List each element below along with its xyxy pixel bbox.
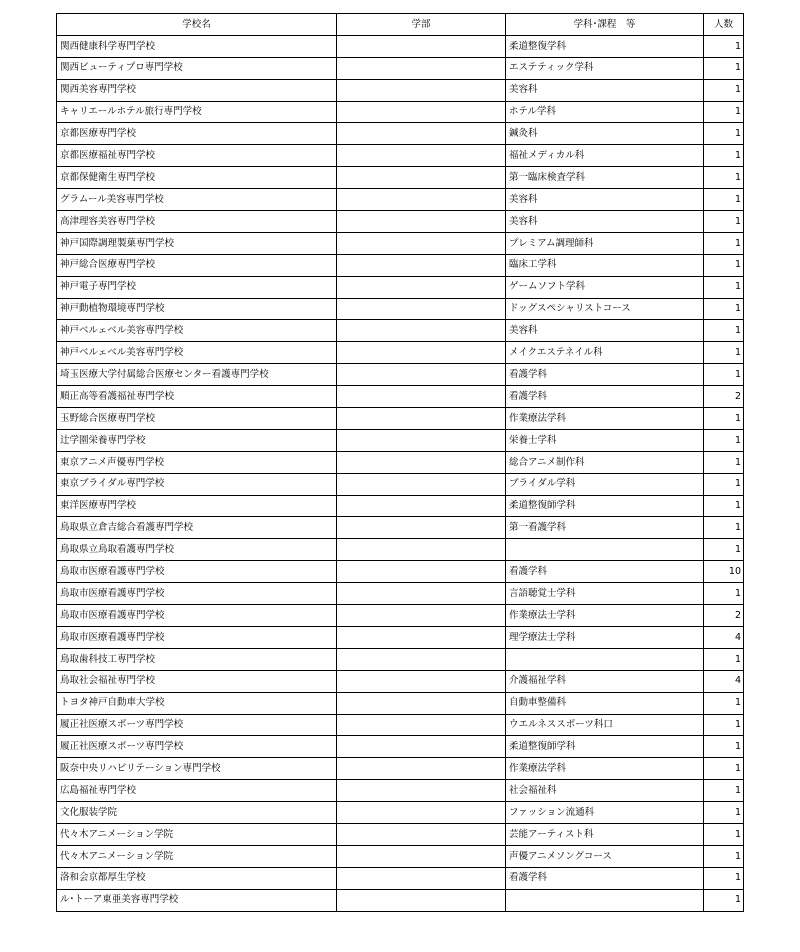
faculty-cell	[337, 780, 506, 802]
school-name-cell: 京都医療福祉専門学校	[57, 145, 337, 167]
school-name-cell: 鳥取市医療看護専門学校	[57, 561, 337, 583]
count-cell: 1	[704, 473, 744, 495]
faculty-cell	[337, 495, 506, 517]
course-cell: 芸能アーティスト科	[506, 823, 704, 845]
school-name-cell: 埼玉医療大学付属総合医療センター看護専門学校	[57, 364, 337, 386]
school-name-cell: グラムール美容専門学校	[57, 189, 337, 211]
course-cell: メイクエステネイル科	[506, 342, 704, 364]
table-row	[57, 889, 744, 911]
school-name-cell: トヨタ神戸自動車大学校	[57, 692, 337, 714]
count-cell: 1	[704, 495, 744, 517]
count-cell: 1	[704, 35, 744, 57]
count-cell: 1	[704, 823, 744, 845]
school-name-cell: 神戸国際調理製菓専門学校	[57, 232, 337, 254]
faculty-cell	[337, 539, 506, 561]
count-cell: 1	[704, 254, 744, 276]
faculty-cell	[337, 714, 506, 736]
count-cell: 1	[704, 167, 744, 189]
school-name-cell: 東京アニメ声優専門学校	[57, 451, 337, 473]
school-name-cell: 辻学園栄養専門学校	[57, 429, 337, 451]
school-name-cell: 京都保健衛生専門学校	[57, 167, 337, 189]
faculty-cell	[337, 758, 506, 780]
table-row	[57, 211, 744, 233]
course-cell: ファッション流通科	[506, 802, 704, 824]
course-cell: 第一看護学科	[506, 517, 704, 539]
faculty-cell	[337, 79, 506, 101]
count-cell: 1	[704, 429, 744, 451]
school-name-cell: 玉野総合医療専門学校	[57, 408, 337, 430]
school-name-cell: 鳥取県立鳥取看護専門学校	[57, 539, 337, 561]
count-cell: 1	[704, 298, 744, 320]
table-row	[57, 473, 744, 495]
table-row	[57, 123, 744, 145]
faculty-cell	[337, 298, 506, 320]
table-row	[57, 648, 744, 670]
table-row	[57, 342, 744, 364]
count-cell: 1	[704, 889, 744, 911]
table-row	[57, 35, 744, 57]
faculty-cell	[337, 867, 506, 889]
count-cell: 1	[704, 320, 744, 342]
course-cell: ウエルネススポーツ科口	[506, 714, 704, 736]
count-cell: 1	[704, 123, 744, 145]
course-cell: 看護学科	[506, 561, 704, 583]
table-row	[57, 232, 744, 254]
table-row	[57, 583, 744, 605]
count-cell: 1	[704, 408, 744, 430]
table-row	[57, 495, 744, 517]
course-cell: 看護学科	[506, 364, 704, 386]
table-row	[57, 254, 744, 276]
count-cell: 1	[704, 539, 744, 561]
school-name-cell: 関西ビューティプロ専門学校	[57, 57, 337, 79]
school-name-cell: 代々木アニメーション学院	[57, 845, 337, 867]
table-row	[57, 845, 744, 867]
header-school: 学校名	[57, 14, 337, 36]
school-name-cell: 神戸電子専門学校	[57, 276, 337, 298]
faculty-cell	[337, 517, 506, 539]
count-cell: 1	[704, 802, 744, 824]
course-cell: 介護福祉学科	[506, 670, 704, 692]
course-cell: ホテル学科	[506, 101, 704, 123]
course-cell: 作業療法学科	[506, 758, 704, 780]
faculty-cell	[337, 232, 506, 254]
school-name-cell: 高津理容美容専門学校	[57, 211, 337, 233]
faculty-cell	[337, 561, 506, 583]
count-cell: 1	[704, 867, 744, 889]
table-row	[57, 802, 744, 824]
table-row	[57, 320, 744, 342]
table-row	[57, 605, 744, 627]
school-name-cell: 神戸総合医療専門学校	[57, 254, 337, 276]
faculty-cell	[337, 583, 506, 605]
course-cell: 看護学科	[506, 386, 704, 408]
count-cell: 1	[704, 758, 744, 780]
table-row	[57, 823, 744, 845]
table-row	[57, 167, 744, 189]
faculty-cell	[337, 189, 506, 211]
table-row	[57, 429, 744, 451]
table-row	[57, 189, 744, 211]
course-cell: ブライダル学科	[506, 473, 704, 495]
faculty-cell	[337, 211, 506, 233]
header-course: 学科･課程 等	[506, 14, 704, 36]
school-name-cell: 東洋医療専門学校	[57, 495, 337, 517]
count-cell: 2	[704, 605, 744, 627]
table-row	[57, 626, 744, 648]
school-name-cell: 鳥取歯科技工専門学校	[57, 648, 337, 670]
faculty-cell	[337, 451, 506, 473]
faculty-cell	[337, 736, 506, 758]
course-cell: 看護学科	[506, 867, 704, 889]
count-cell: 1	[704, 79, 744, 101]
count-cell: 1	[704, 780, 744, 802]
school-name-cell: 鳥取市医療看護専門学校	[57, 626, 337, 648]
school-name-cell: 履正社医療スポーツ専門学校	[57, 714, 337, 736]
faculty-cell	[337, 605, 506, 627]
course-cell: 言語聴覚士学科	[506, 583, 704, 605]
course-cell	[506, 539, 704, 561]
faculty-cell	[337, 386, 506, 408]
table-row	[57, 57, 744, 79]
course-cell	[506, 648, 704, 670]
faculty-cell	[337, 823, 506, 845]
course-cell: 柔道整復学科	[506, 35, 704, 57]
faculty-cell	[337, 429, 506, 451]
count-cell: 4	[704, 626, 744, 648]
faculty-cell	[337, 692, 506, 714]
count-cell: 1	[704, 451, 744, 473]
count-cell: 1	[704, 101, 744, 123]
table-body	[57, 35, 744, 911]
faculty-cell	[337, 889, 506, 911]
count-cell: 1	[704, 189, 744, 211]
course-cell: 声優アニメソングコース	[506, 845, 704, 867]
table-row	[57, 101, 744, 123]
school-name-cell: 履正社医療スポーツ専門学校	[57, 736, 337, 758]
count-cell: 1	[704, 714, 744, 736]
course-cell: 作業療法学科	[506, 408, 704, 430]
table-row	[57, 79, 744, 101]
course-cell: 柔道整復師学科	[506, 495, 704, 517]
count-cell: 1	[704, 692, 744, 714]
school-enrollment-table	[56, 13, 744, 912]
header-row	[57, 14, 744, 36]
table-row	[57, 145, 744, 167]
table-row	[57, 780, 744, 802]
course-cell	[506, 889, 704, 911]
school-name-cell: 鳥取市医療看護専門学校	[57, 583, 337, 605]
course-cell: 自動車整備科	[506, 692, 704, 714]
school-name-cell: 京都医療専門学校	[57, 123, 337, 145]
school-name-cell: 代々木アニメーション学院	[57, 823, 337, 845]
school-name-cell: 関西健康科学専門学校	[57, 35, 337, 57]
count-cell: 1	[704, 145, 744, 167]
course-cell: 理学療法士学科	[506, 626, 704, 648]
faculty-cell	[337, 35, 506, 57]
course-cell: 総合アニメ制作科	[506, 451, 704, 473]
count-cell: 2	[704, 386, 744, 408]
table-row	[57, 714, 744, 736]
course-cell: ゲームソフト学科	[506, 276, 704, 298]
school-name-cell: 鳥取市医療看護専門学校	[57, 605, 337, 627]
table-row	[57, 276, 744, 298]
school-name-cell: 関西美容専門学校	[57, 79, 337, 101]
faculty-cell	[337, 670, 506, 692]
course-cell: 作業療法士学科	[506, 605, 704, 627]
count-cell: 1	[704, 583, 744, 605]
school-name-cell: 神戸動植物環境専門学校	[57, 298, 337, 320]
school-name-cell: 広島福祉専門学校	[57, 780, 337, 802]
faculty-cell	[337, 254, 506, 276]
count-cell: 1	[704, 211, 744, 233]
school-name-cell: 東京ブライダル専門学校	[57, 473, 337, 495]
course-cell: 美容科	[506, 79, 704, 101]
course-cell: 社会福祉科	[506, 780, 704, 802]
count-cell: 1	[704, 342, 744, 364]
course-cell: 鍼灸科	[506, 123, 704, 145]
school-name-cell: 鳥取社会福祉専門学校	[57, 670, 337, 692]
faculty-cell	[337, 167, 506, 189]
table-row	[57, 692, 744, 714]
course-cell: ドッグスペシャリストコース	[506, 298, 704, 320]
course-cell: 美容科	[506, 189, 704, 211]
course-cell: 臨床工学科	[506, 254, 704, 276]
table-row	[57, 451, 744, 473]
faculty-cell	[337, 845, 506, 867]
course-cell: エステティック学科	[506, 57, 704, 79]
count-cell: 1	[704, 364, 744, 386]
course-cell: 栄養士学科	[506, 429, 704, 451]
table-row	[57, 539, 744, 561]
school-name-cell: 阪奈中央リハビリテーション専門学校	[57, 758, 337, 780]
faculty-cell	[337, 408, 506, 430]
table-row	[57, 517, 744, 539]
table-row	[57, 386, 744, 408]
table-row	[57, 298, 744, 320]
count-cell: 1	[704, 57, 744, 79]
school-name-cell: 洛和会京都厚生学校	[57, 867, 337, 889]
faculty-cell	[337, 626, 506, 648]
course-cell: 美容科	[506, 320, 704, 342]
header-faculty: 学部	[337, 14, 506, 36]
table-row	[57, 364, 744, 386]
course-cell: 柔道整復師学科	[506, 736, 704, 758]
course-cell: 福祉メディカル科	[506, 145, 704, 167]
faculty-cell	[337, 101, 506, 123]
school-name-cell: ル･トーア東亜美容専門学校	[57, 889, 337, 911]
table-row	[57, 736, 744, 758]
school-name-cell: 神戸ベルェベル美容専門学校	[57, 342, 337, 364]
table-row	[57, 867, 744, 889]
count-cell: 1	[704, 232, 744, 254]
faculty-cell	[337, 342, 506, 364]
school-name-cell: キャリエールホテル旅行専門学校	[57, 101, 337, 123]
count-cell: 1	[704, 845, 744, 867]
school-name-cell: 鳥取県立倉吉総合看護専門学校	[57, 517, 337, 539]
table-row	[57, 408, 744, 430]
count-cell: 1	[704, 517, 744, 539]
table-row	[57, 758, 744, 780]
count-cell: 1	[704, 276, 744, 298]
faculty-cell	[337, 145, 506, 167]
school-name-cell: 順正高等看護福祉専門学校	[57, 386, 337, 408]
table-row	[57, 670, 744, 692]
count-cell: 4	[704, 670, 744, 692]
school-name-cell: 文化服装学院	[57, 802, 337, 824]
course-cell: 第一臨床検査学科	[506, 167, 704, 189]
faculty-cell	[337, 276, 506, 298]
school-name-cell: 神戸ベルェベル美容専門学校	[57, 320, 337, 342]
count-cell: 1	[704, 648, 744, 670]
table-row	[57, 561, 744, 583]
faculty-cell	[337, 364, 506, 386]
count-cell: 1	[704, 736, 744, 758]
faculty-cell	[337, 57, 506, 79]
faculty-cell	[337, 473, 506, 495]
course-cell: プレミアム調理師科	[506, 232, 704, 254]
header-count: 人数	[704, 14, 744, 36]
faculty-cell	[337, 320, 506, 342]
faculty-cell	[337, 802, 506, 824]
count-cell: 10	[704, 561, 744, 583]
faculty-cell	[337, 648, 506, 670]
course-cell: 美容科	[506, 211, 704, 233]
faculty-cell	[337, 123, 506, 145]
